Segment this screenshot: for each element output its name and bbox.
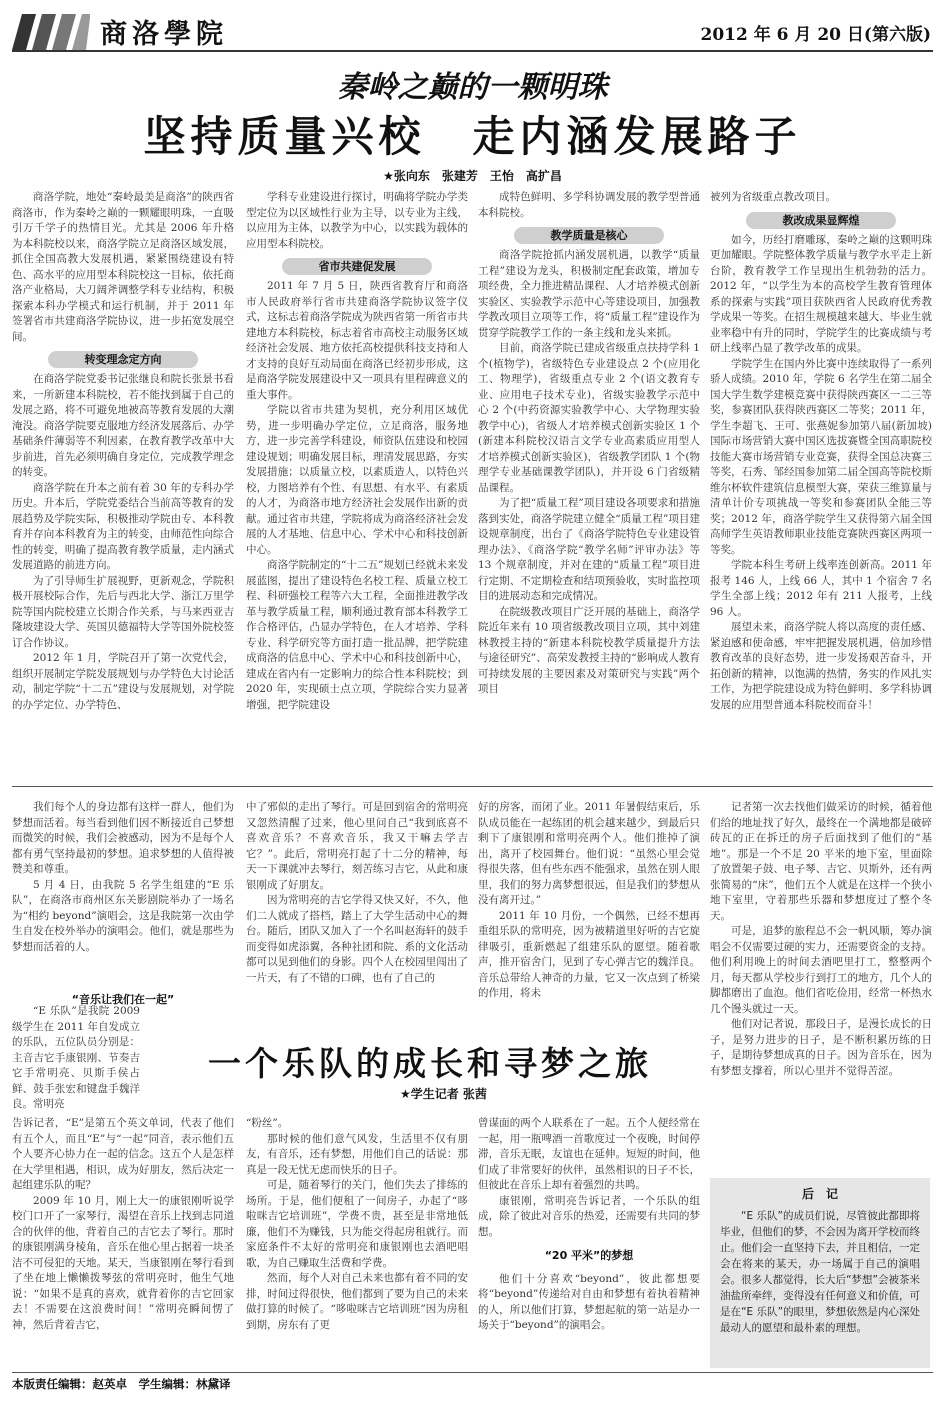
paragraph: 学科专业建设进行探讨，明确将学院办学类型定位为以区域性行业为主导，以专业为主线，以应用为主体，以教学为中心，以实践为载体的应用型本科院校。 (246, 191, 468, 250)
article2-column-3-bottom (478, 1116, 700, 1368)
article1-kicker: 秦岭之巅的一颗明珠 (337, 70, 608, 105)
article1-headline: 坚持质量兴校 走内涵发展路子 (143, 112, 802, 161)
paragraph: 记者第一次去找他们做采访的时候，循着他们给的地址找了好久，最终在一个满地都是破碎砖瓦的正在拆迁的房子后面找到了他们的“基地”。那是一个不足 20 平米的地下室，里面除了放置架子鼓、电子琴、吉它、贝斯外，还有两张简易的“床”，他们五个人就是在这样一个狭小地下室里，守着那些乐器和梦想度过了整个冬天。 (710, 801, 932, 922)
article2-column-2-top (246, 800, 468, 1040)
masthead-title: 商洛學院 (100, 19, 228, 50)
paragraph: 如今，历经打磨雕琢，秦岭之巅的这颗明珠更加耀眼。学院整体教学质量与教学水平走上新台阶，教育教学工作呈现出生机勃勃的活力。2012 年，“以学生为本的高校学生教育管理体系的探索与实践”项目获陕西省人民政府优秀教学成果一等奖。在招生规模越来越大、毕业生就业率稳中有升的同时，学院学生的比赛成绩与考研上线率凸显了教学改革的成果。 (710, 233, 932, 354)
paragraph: 展望未来，商洛学院人将以高度的责任感、紧迫感和使命感，牢牢把握发展机遇，倍加珍惜教育改革的良好态势，进一步发扬艰苦奋斗，开拓创新的精神，以饱满的热情，务实的作风扎实工作，为把学院建设成为特色鲜明、多学科协调发展的应用型普通本科院校而奋斗！ (710, 621, 932, 711)
paragraph: 因为常明亮的吉它学得又快又好，不久，他们二人就成了搭档，踏上了大学生活动中心的舞台。随后，团队又加入了一个名叫赵海轩的鼓手而变得如虎添翼，各种社团和院、系的文化活动都可以见到他们的身影。四个人在校园里闯出了一片天，有了不错的口碑，也有了自己的 (246, 894, 468, 984)
paragraph: 商洛学院，地处“秦岭最美是商洛”的陕西省商洛市，作为秦岭之巅的一颗耀眼明珠，一直吸引万千学子的热情目光。尤其是 2006 年升格为本科院校以来，商洛学院立足商洛区域发展，抓住全国高教大发展机遇，紧紧围绕建设有特色、高水平的应用型本科院校这一目标，依托商洛产业格局，大刀阔斧调整学科专业结构，积极探索本科办学模式和运行机制，并于 2011 年签署省市共建商洛学院协议，进一步拓宽发展空间。 (12, 191, 234, 343)
paragraph: 在商洛学院党委书记张继良和院长张景书看来，一所新建本科院校，若不能找到属于自己的发展之路，将不可避免地被高等教育发展的大潮淹没。商洛学院要克服地方经济发展落后、办学基础条件薄弱等不利因素，在教育教学改革中大步前进，首先必须明确自身定位，完成教学理念的转变。 (12, 373, 234, 478)
paragraph: 学院本科生考研上线率连创新高。2011 年报考 146 人，上线 66 人，其中 1 个宿舍 7 名学生全部上线；2012 年有 211 人报考，上线 96 人。 (710, 559, 932, 618)
paragraph: 商洛学院制定的“十二五”规划已经就未来发展蓝图，提出了建设特色名校工程、质量立校工程、科研强校工程等六大工程，全面推进教学改革与教学质量工程，顺利通过教育部本科教学工作合格评估，凸显办学特色，在人才培养、学科专业、科学研究等方面打造一批品牌，把学院建成商洛的信息中心、学术中心和科技创新中心，建成在省内有一定影响力的综合性本科院校；到 2020 年，实现硕士点立项，学院综合实力显著增强，把学院建设 (246, 559, 468, 711)
paragraph: 可是，追梦的旅程总不会一帆风顺，筹办演唱会不仅需要过硬的实力，还需要资金的支持。他们利用晚上的时间去酒吧里打工，整整两个月，每天都从学校步行到打工的地方，几个人的脚都磨出了血泡。他们省吃俭用，经常一杯热水几个馒头就过一天。 (710, 925, 932, 1015)
article2-column-1-mid (12, 1004, 140, 1114)
article1-byline: ★张向东 张建芳 王怡 高扩昌 (383, 169, 562, 183)
article1-column-3 (478, 190, 700, 770)
postscript-title: 后 记 (801, 1187, 838, 1201)
paragraph: 目前，商洛学院已建成省级重点扶持学科 1 个(植物学)，省级特色专业建设点 2 个(应用化工、物理学)，省级重点专业 2 个(语文教育专业、应用电子技术专业)，省级实验教学示范中心 2 个(中药资源实验教学中心、大学物理实验教学中心)，省级人才培养模式创新实验区 1 个(新建本科院校汉语言文学专业高素质应用型人才培养模式创新实验区)，省级教学团队 1 个(物理学专业基础课教学团队)，并开设 6 门省级精品课程。 (478, 342, 700, 494)
paragraph: 康银刚，常明亮告诉记者，一个乐队的组成，除了彼此对音乐的热爱，还需要有共同的梦想。 (478, 1194, 700, 1238)
paragraph: 好的房客，而闭了业。2011 年暑假结束后，乐队成员能在一起练团的机会越来越少，到最后只剩下了康银刚和常明亮两个人。他们推掉了演出，离开了校园舞台。他们说：“虽然心里会觉得很失落，但有些东西不能强求，虽然在别人眼里，我们的努力离梦想很远，但是我们的梦想从没有离开过。” (478, 801, 700, 906)
paragraph: 告诉记者，“E”是第五个英文单词，代表了他们有五个人，而且“E”与“一起”同音，表示他们五个人要齐心协力在一起的信念。这五个人是怎样在大学里相遇，相识，成为好朋友，然后决定一起组建乐队的呢？ (12, 1117, 234, 1191)
article-divider (12, 786, 933, 787)
article1-column-1 (12, 190, 234, 770)
paragraph: 商洛学院在升本之前有着 30 年的专科办学历史。升本后，学院党委结合当前高等教育的发展趋势及学院实际，积极推动学院由专、本科教育并存向本科教育为主的转变，由师范性向综合性的转变，明确了提高教育教学质量，走内涵式发展道路的前进方向。 (12, 481, 234, 571)
article2-column-4 (710, 800, 932, 1170)
footer-rule (12, 1372, 933, 1373)
paragraph: 被列为省级重点教改项目。 (710, 191, 836, 203)
paragraph: 那时候的他们意气风发，生活里不仅有朋友，有音乐，还有梦想，用他们自己的话说：那真是一段无忧无虑而快乐的日子。 (246, 1132, 468, 1176)
article2-headline: 一个乐队的成长和寻梦之旅 (150, 1038, 710, 1085)
paragraph: 2009 年 10 月，刚上大一的康银刚听说学校门口开了一家琴行，渴望在音乐上找到志同道合的伙伴的他，背着自己的吉它去了琴行。那时的康银刚满身棱角，音乐在他心里占据着一块圣洁不可侵犯的天地。某天，当康银刚在琴行看到了坐在地上懒懒拨琴弦的常明亮时，他生气地说：“如果不是真的喜欢，就背着你的吉它回家去！不需要在这浪费时间！”常明亮瞬间愣了神，然后背着吉它， (12, 1194, 234, 1331)
article1-column-2 (246, 190, 468, 770)
paragraph: 2012 年 1 月，学院召开了第一次党代会，组织开展制定学院发展规划与办学特色大讨论活动，制定学院“十二五”建设与发展规划，对学院的办学定位、办学特色、 (12, 652, 234, 711)
paragraph: 他们对记者说，那段日子，是漫长成长的日子，是努力进步的日子，是不断积累历练的日子，是期待梦想成真的日子。因为音乐在，因为有梦想支撑着，所以心里并不觉得苦涩。 (710, 1018, 932, 1077)
section-heading: “20 平米”的梦想 (544, 1249, 634, 1262)
article2-column-3-top (478, 800, 700, 1040)
article2-column-1-top (12, 800, 234, 975)
paragraph: 2011 年 7 月 5 日，陕西省教育厅和商洛市人民政府举行省市共建商洛学院协议签字仪式，这标志着商洛学院成为陕西省第一所省市共建地方本科院校，标志着省市高校主动服务区域经济社会发展、地方依托高校提供科技支持和人才支持的良好互动局面在商洛已经初步形成，这是商洛学院发展建设中又一项具有里程碑意义的重大事件。 (246, 280, 468, 401)
paragraph: 在院级教改项目广泛开展的基础上，商洛学院近年来有 10 项省级教改项目立项，其中刘建林教授主持的“新建本科院校教学质量提升方法与途径研究”、高荣发教授主持的“影响成人教育可持续发展的主要因素及对策研究与实践”两个项目 (478, 605, 700, 695)
paragraph: 我们每个人的身边都有这样一群人，他们为梦想而活着。每当看到他们因不断接近自己梦想而微笑的时候，我们会被感动，因为不是每个人都有勇气坚持最初的梦想。追求梦想的人值得被赞美和尊重。 (12, 801, 234, 875)
paragraph: 然而，每个人对自己未来也都有着不同的安排，时间过得很快，他们都到了要为自己的未来做打算的时候了。“哆啦咪吉它培训班”因为房租到期，房东有了更 (246, 1272, 468, 1331)
section-heading: “音乐让我们在一起” (71, 993, 175, 1006)
paragraph: 5 月 4 日，由我院 5 名学生组建的“E 乐队”，在商洛市商州区东关影剧院举办了一场名为“相约 beyond”演唱会，这是我院第一次由学生自发在校外举办的演唱会。他们，就是那些为梦想而活着的人。 (12, 878, 234, 953)
paragraph: “E 乐队”是我院 2009 级学生在 2011 年自发成立的乐队，五位队员分别是：主音吉它手康银刚、节奏吉它手常明亮、贝斯手侯占鲜、鼓手张宏和键盘手魏洋良。常明亮 (12, 1005, 140, 1110)
paragraph: 商洛学院抢抓内涵发展机遇，以教学“质量工程”建设为龙头，积极制定配套政策，增加专项经费，全力推进精品课程、人才培养模式创新实验区、实验教学示范中心等建设项目，加强教学教改项目立项等工作，将“质量工程”建设作为贯穿学院教学工作的一条主线和龙头来抓。 (478, 249, 700, 339)
masthead-stripes-logo (12, 14, 90, 50)
paragraph: 成特色鲜明、多学科协调发展的教学型普通本科院校。 (478, 191, 700, 219)
postscript-text: “E 乐队”的成员们说，尽管彼此都即将毕业，但他们的梦，不会因为离开学校而终止。他们会一直坚持下去，并且相信，一定会在将来的某天，办一场属于自己的演唱会。很多人都觉得，长大后“梦想”会被茶米油盐所牵绊，变得没有任何意义和价值，可是在“E 乐队”的眼里，梦想依然是内心深处最动人的愿望和最朴素的理想。 (720, 1210, 920, 1334)
paragraph: 学院以省市共建为契机，充分利用区域优势，进一步明确办学定位，立足商洛，服务地方，进一步完善学科建设，师资队伍建设和校园建设规划；明确发展目标，理清发展思路，夯实发展措施；以质量立校，以素质造人，以特色兴校，力图培养有个性、有思想、有水平、有素质的人才，为商洛市地方经济社会发展作出新的贡献。通过省市共建，学院将成为商洛经济社会发展的人才基地、信息中心、学术中心和科技创新中心。 (246, 404, 468, 556)
paragraph: 2011 年 10 月份，一个偶然，已经不想再重组乐队的常明亮，因为被精道里好听的吉它旋律吸引，重新燃起了组建乐队的愿望。随着歌声，推开宿舍门，见到了专心弹吉它的魏洋良。音乐总带给人神奇的力量，它又一次点到了桥梁的作用，将未 (478, 909, 700, 999)
paragraph: 中了邪似的走出了琴行。可是回到宿舍的常明亮又忽然清醒了过来，他心里问自己“我到底喜不喜欢音乐？不喜欢音乐，我又干嘛去学吉它？”。此后，常明亮打起了十二分的精神，每天一下课就冲去琴行，刻苦练习吉它，从此和康银刚成了好朋友。 (246, 801, 468, 891)
paragraph: 学院学生在国内外比赛中连续取得了一系列骄人成绩。2010 年，学院 6 名学生在第二届全国大学生数学建模竞赛中获得陕西赛区一二三等奖，参赛团队获得陕西赛区二等奖；2011 年，学生李超飞、王可、张燕妮参加第八届(新加坡)国际市场营销大赛中国区选拔赛暨全国高职院校技能大赛市场营销专业竞赛，获得全国总决赛三等奖，石秀、邹经国参加第二届全国高等院校斯维尔杯软件建筑信息模型大赛，荣获三维算量与清单计价专项挑战一等奖和参赛团队全能三等奖；2012 年，商洛学院学生又获得第六届全国高师学生英语教师职业技能竞赛陕西赛区两项一等奖。 (710, 357, 932, 556)
paragraph: 为了把“质量工程”项目建设各项要求和措施落到实处，商洛学院建立健全“质量工程”项目建设规章制度，出台了《商洛学院特色专业建设管理办法》、《商洛学院“教学名师”评审办法》等 13 个规章制度，并对在建的“质量工程”项目进行定期、不定期检查和结项预验收，实时监控项目的进展动态和完成情况。 (478, 497, 700, 602)
postscript-box (710, 1178, 930, 1368)
article2-column-1-bottom (12, 1116, 234, 1368)
editor-credits: 本版责任编辑：赵英卓 学生编辑：林黛译 (12, 1377, 231, 1391)
section-heading: 转变理念定方向 (48, 351, 198, 368)
article1-column-4 (710, 190, 932, 770)
paragraph: 曾谋面的两个人联系在了一起。五个人便经常在一起，用一瓶啤酒一首歌度过一个夜晚，时间停滞，音乐无眠，友谊也在延伸。短短的时间，他们成了非常要好的伙伴，虽然相识的日子不长，但彼此在音乐上却有着强烈的共鸣。 (478, 1117, 700, 1191)
paragraph: 他们十分喜欢“beyond”，彼此都想要将“beyond”传递给对自由和梦想有着执着精神的人，所以他们打算，梦想起航的第一站是办一场关于“beyond”的演唱会。 (478, 1272, 700, 1331)
article2-column-2-bottom (246, 1116, 468, 1368)
issue-date: 2012 年 6 月 20 日(第六版) (700, 25, 931, 45)
article2-byline: ★学生记者 张茜 (400, 1087, 487, 1101)
paragraph: “粉丝”。 (246, 1117, 289, 1129)
header-rule (12, 50, 933, 52)
paragraph: 为了引导师生扩展视野，更新观念，学院积极开展校际合作，先后与西北大学、浙江万里学院等国内院校建立长期合作关系，与马来西亚吉隆坡建设大学、英国贝德福特大学等国外院校签订合作协议。 (12, 574, 234, 649)
section-heading: 教改成果显辉煌 (746, 212, 896, 229)
paragraph: 可是，随着琴行的关门，他们失去了排练的场所。于是，他们便租了一间房子，办起了“哆啦咪吉它培训班”，学费不贵，甚至是非常地低廉，他们不为赚钱，只为能交得起房租就行。而家庭条件不太好的常明亮和康银刚也去酒吧唱歌，为自己赚取生活费和学费。 (246, 1179, 468, 1269)
section-heading: 省市共建促发展 (282, 258, 432, 275)
section-heading: 教学质量是核心 (514, 227, 664, 244)
